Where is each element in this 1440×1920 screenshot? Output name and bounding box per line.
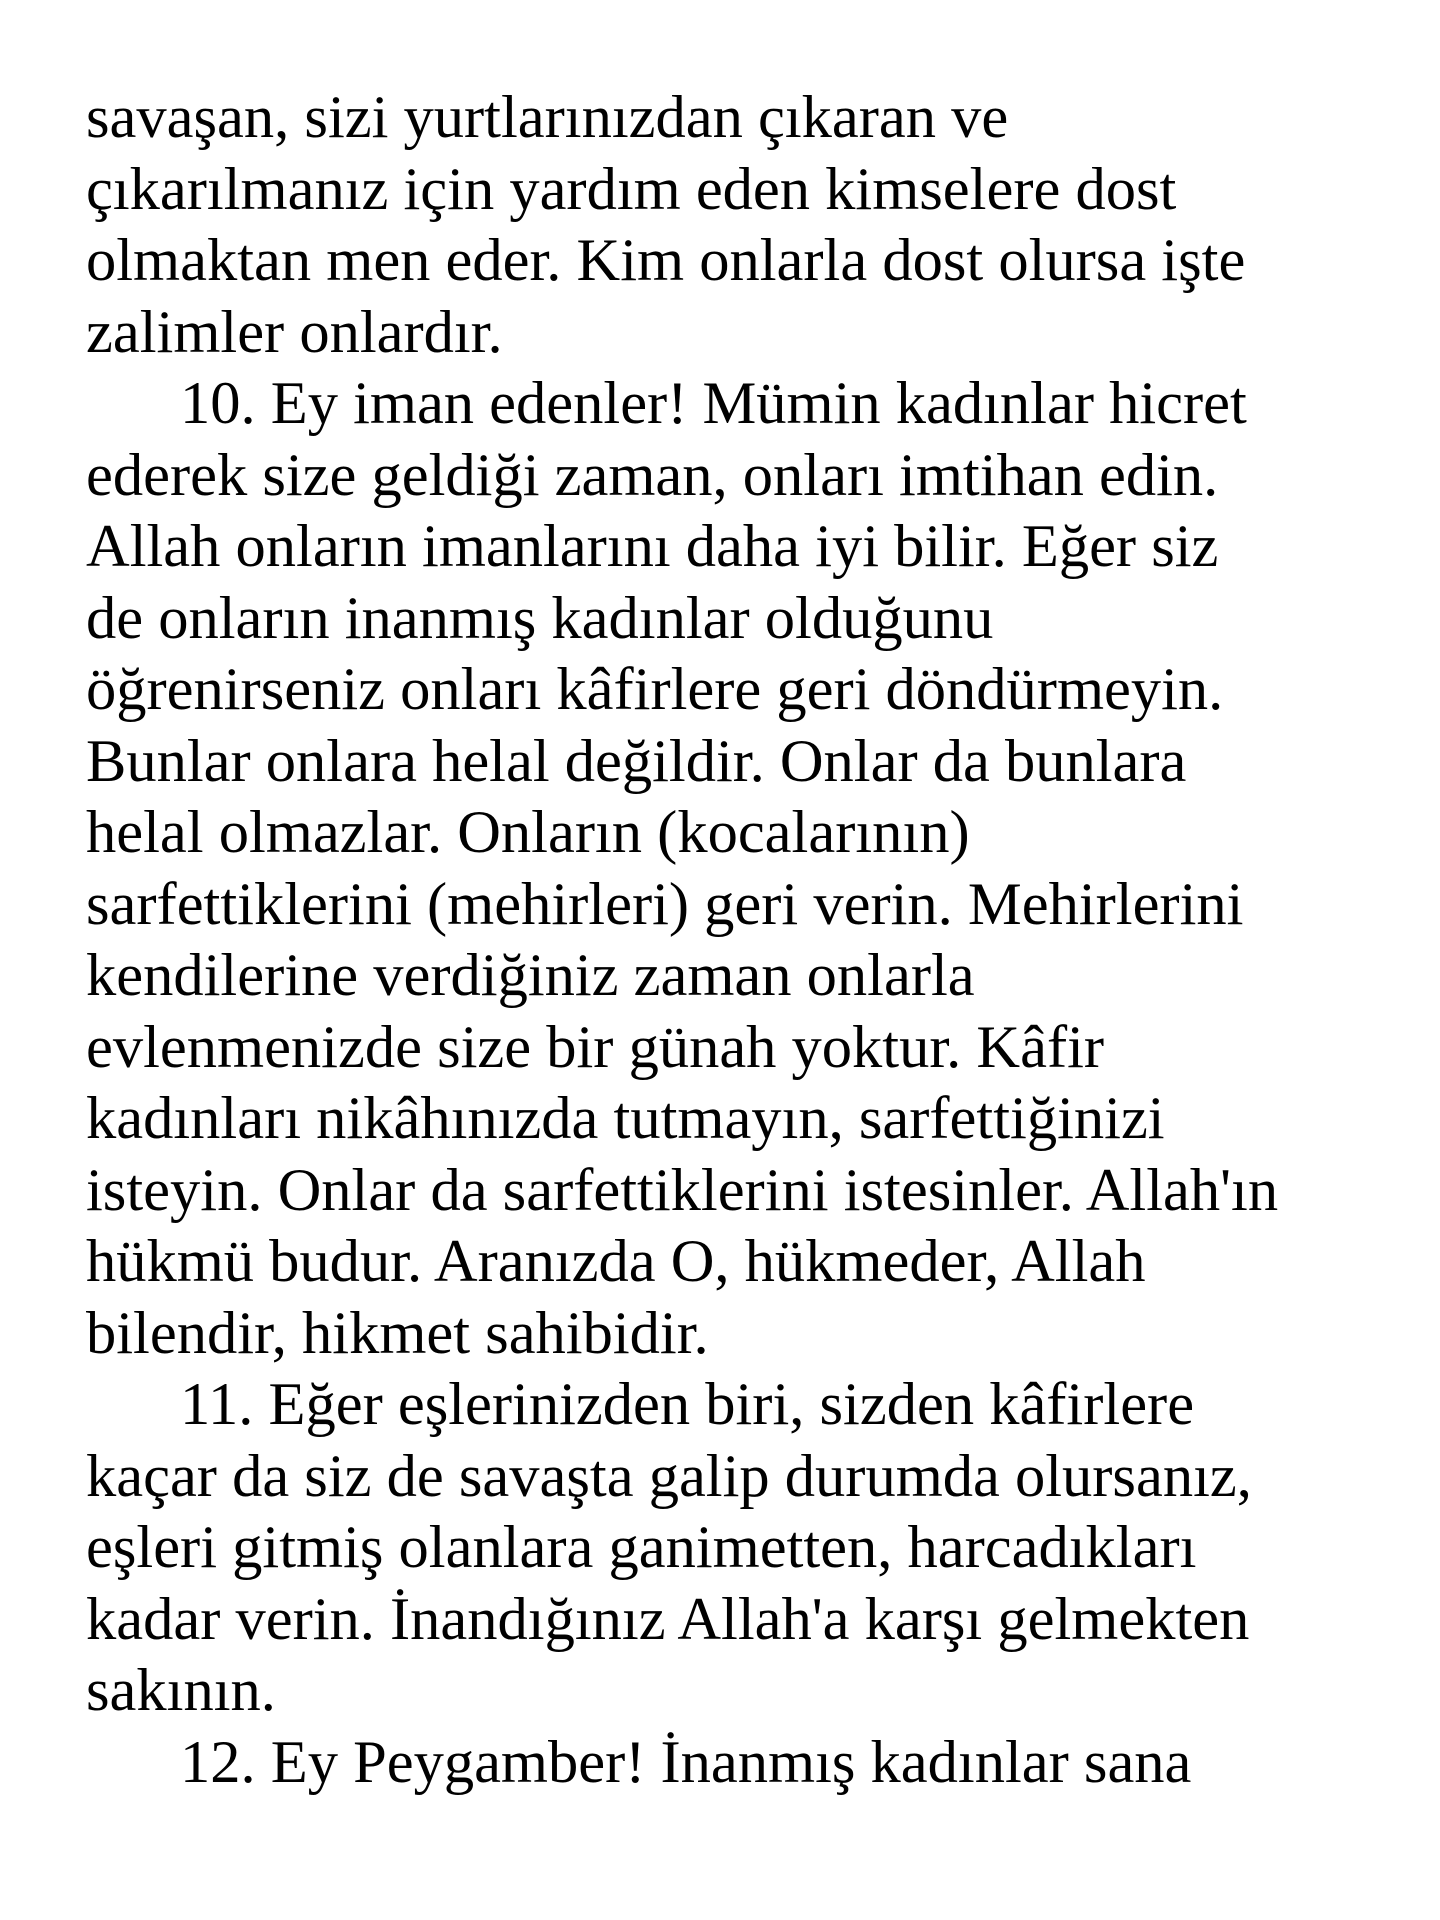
text-line: Bunlar onlara helal değildir. Onlar da bunlara [86,727,1187,795]
text-line: sakının. [86,1657,276,1724]
document-page [86,82,1406,1798]
text-line: Allah onların imanlarını daha iyi bilir. Eğer siz [86,513,1219,580]
text-line: ederek size geldiği zaman, onları imtihan edin. [86,441,1219,509]
text-line: kadar verin. İnandığınız Allah'a karşı gelmekten [86,1585,1250,1653]
text-line: bilendir, hikmet sahibidir. [86,1299,709,1367]
text-line: olmaktan men eder. Kim onlarla dost olursa işte [86,227,1246,294]
text-line: çıkarılmanız için yardım eden kimselere dost [86,155,1177,223]
text-line: öğrenirseniz onları kâfirlere geri döndürmeyin. [86,656,1224,723]
verse-start-line: 11. Eğer eşlerinizden biri, sizden kâfirlere [180,1371,1195,1438]
text-line: kaçar da siz de savaşta galip durumda olursanız, [86,1442,1252,1510]
text-line: helal olmazlar. Onların (kocalarının) [86,799,970,866]
verse-start-line: 10. Ey iman edenler! Mümin kadınlar hicret [180,370,1247,437]
text-line: kendilerine verdiğiniz zaman onlarla [86,942,975,1009]
text-line: de onların inanmış kadınlar olduğunu [86,584,994,652]
text-line: zalimler onlardır. [86,298,503,366]
text-line: savaşan, sizi yurtlarınızdan çıkaran ve [86,84,1009,151]
text-line: hükmü budur. Aranızda O, hükmeder, Allah [86,1228,1146,1295]
verse-start-line: 12. Ey Peygamber! İnanmış kadınlar sana [180,1728,1192,1796]
text-line: sarfettiklerini (mehirleri) geri verin. Mehirlerini [86,870,1244,938]
text-line: isteyin. Onlar da sarfettiklerini istesinler. Allah'ın [86,1156,1279,1224]
text-line: evlenmenizde size bir günah yoktur. Kâfir [86,1013,1105,1081]
text-line: kadınları nikâhınızda tutmayın, sarfettiğinizi [86,1085,1165,1152]
text-line: eşleri gitmiş olanlara ganimetten, harcadıkları [86,1514,1197,1581]
